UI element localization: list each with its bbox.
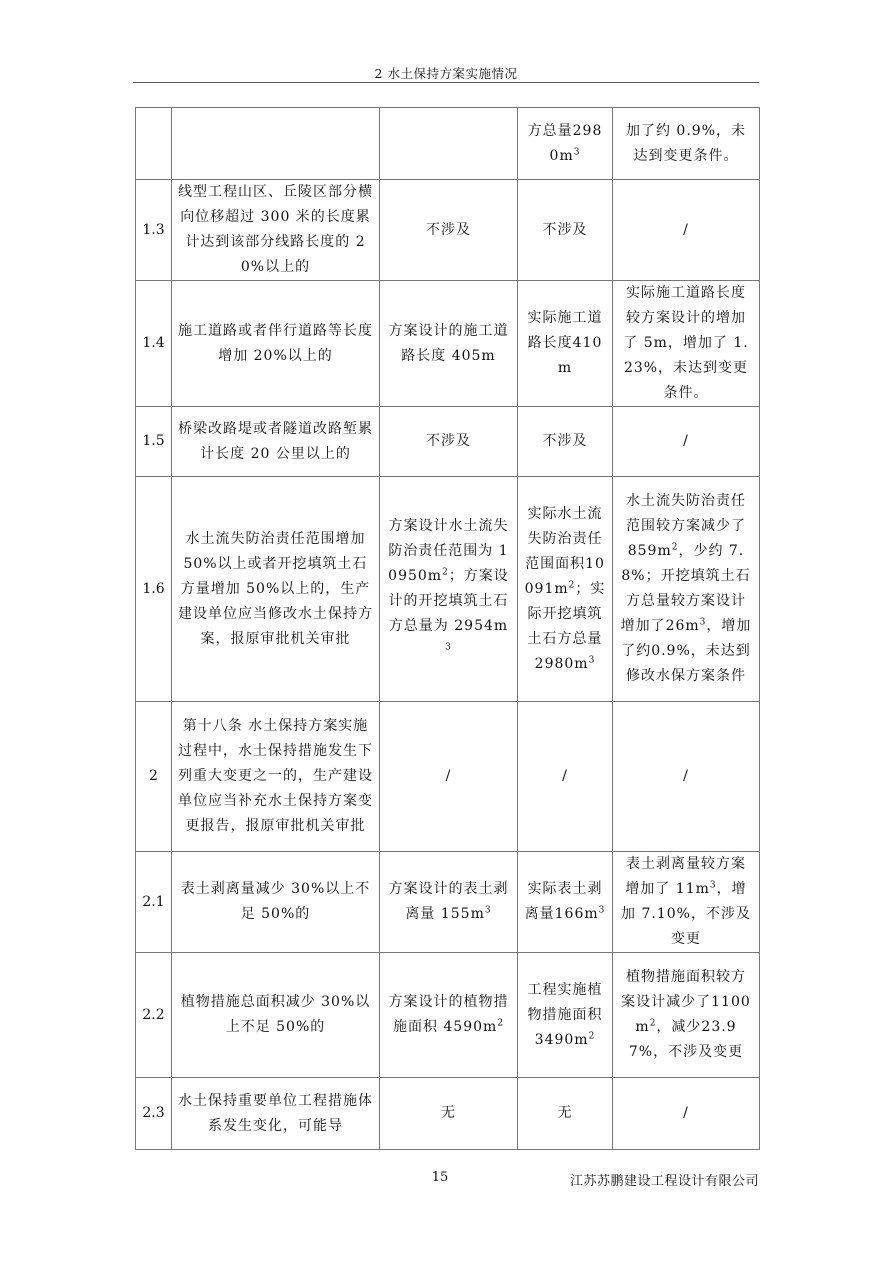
row-number: 1.3: [136, 180, 172, 281]
criterion-cell: [172, 108, 380, 180]
plan-cell: /: [380, 702, 518, 852]
page-number: 15: [431, 1170, 449, 1185]
row-number: [136, 108, 172, 180]
plan-cell: 方案设计水土流失防治责任范围为 $10950m^2$；方案设计的开挖填筑土石方总量为 $2954m^3$: [380, 477, 518, 702]
criterion-cell: 桥梁改路堤或者隧道改路堑累计长度 20 公里以上的: [172, 407, 380, 477]
result-cell: 表土剥离量较方案增加了 $11m^3$，增加 7.10%，不涉及变更: [613, 852, 760, 953]
actual-cell: 实际水土流失防治责任范围面积$10091m^2$；实际开挖填筑土石方总量$2980m^3$: [518, 477, 613, 702]
result-cell: /: [613, 1078, 760, 1150]
company-name: 江苏苏鹏建设工程设计有限公司: [569, 1174, 759, 1189]
table-row: [136, 852, 760, 953]
result-cell: 水土流失防治责任范围较方案减少了 $859m^2$，少约 7.8%；开挖填筑土石方总量较方案设计增加了$26m^3$，增加了约0.9%，未达到修改水保方案条件: [613, 477, 760, 702]
result-cell: /: [613, 407, 760, 477]
plan-cell: 无: [380, 1078, 518, 1150]
row-number: 2: [136, 702, 172, 852]
criterion-cell: 线型工程山区、丘陵区部分横向位移超过 300 米的长度累计达到该部分线路长度的 20%以上的: [172, 180, 380, 281]
criterion-cell: 第十八条 水土保持方案实施过程中，水土保持措施发生下列重大变更之一的，生产建设单位应当补充水土保持方案变更报告，报原审批机关审批: [172, 702, 380, 852]
criterion-cell: 施工道路或者伴行道路等长度增加 20%以上的: [172, 281, 380, 407]
actual-cell: 不涉及: [518, 407, 613, 477]
row-number: 2.1: [136, 852, 172, 953]
page-header: 2 水土保持方案实施情况: [374, 66, 518, 81]
change-criteria-table: [135, 107, 760, 1150]
table-row: [136, 108, 760, 180]
actual-cell: 工程实施植物措施面积$3490m^2$: [518, 953, 613, 1078]
result-cell: 加了约 0.9%，未达到变更条件。: [613, 108, 760, 180]
table-row: [136, 953, 760, 1078]
header-rule: [133, 82, 759, 83]
actual-cell: 不涉及: [518, 180, 613, 281]
criterion-cell: 表土剥离量减少 30%以上不足 50%的: [172, 852, 380, 953]
result-cell: /: [613, 180, 760, 281]
plan-cell: 不涉及: [380, 180, 518, 281]
table-row: [136, 407, 760, 477]
result-cell: 实际施工道路长度较方案设计的增加了 5m，增加了 1.23%，未达到变更条件。: [613, 281, 760, 407]
table-row: [136, 281, 760, 407]
result-cell: /: [613, 702, 760, 852]
plan-cell: [380, 108, 518, 180]
criterion-cell: 水土保持重要单位工程措施体系发生变化，可能导: [172, 1078, 380, 1150]
table-row: [136, 702, 760, 852]
criterion-cell: 水土流失防治责任范围增加 50%以上或者开挖填筑土石方量增加 50%以上的，生产建设单位应当修改水土保持方案，报原审批机关审批: [172, 477, 380, 702]
row-number: 2.2: [136, 953, 172, 1078]
table-row: [136, 180, 760, 281]
actual-cell: 实际施工道路长度410m: [518, 281, 613, 407]
plan-cell: 方案设计的施工道路长度 405m: [380, 281, 518, 407]
actual-cell: /: [518, 702, 613, 852]
result-cell: 植物措施面积较方案设计减少了$1100m^2$，减少23.97%，不涉及变更: [613, 953, 760, 1078]
actual-cell: 实际表土剥离量$166m^3$: [518, 852, 613, 953]
actual-cell: 无: [518, 1078, 613, 1150]
row-number: 1.4: [136, 281, 172, 407]
row-number: 1.5: [136, 407, 172, 477]
row-number: 1.6: [136, 477, 172, 702]
plan-cell: 方案设计的植物措施面积 $4590m^2$: [380, 953, 518, 1078]
criterion-cell: 植物措施总面积减少 30%以上不足 50%的: [172, 953, 380, 1078]
plan-cell: 方案设计的表土剥离量 $155m^3$: [380, 852, 518, 953]
plan-cell: 不涉及: [380, 407, 518, 477]
table-row: [136, 1078, 760, 1150]
table-row: [136, 477, 760, 702]
row-number: 2.3: [136, 1078, 172, 1150]
actual-cell: 方总量$2980m^3$: [518, 108, 613, 180]
